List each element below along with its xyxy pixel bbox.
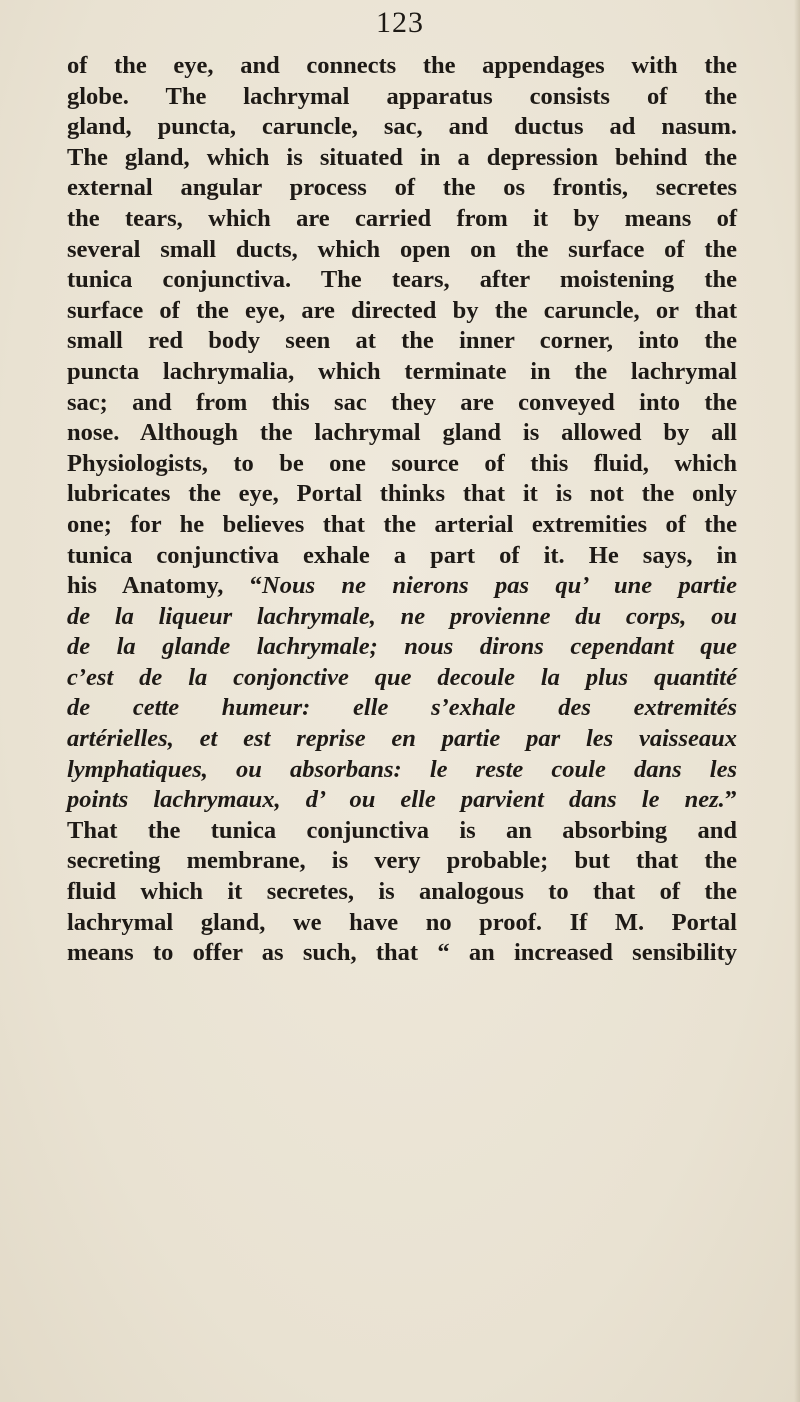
text-line: fluid which it secretes, is analogous to that of the bbox=[67, 878, 737, 906]
text-line-prefix: his Anatomy, “ bbox=[67, 572, 263, 600]
text-line: one; for he believes that the arterial extremities of the bbox=[67, 510, 737, 538]
french-quote-line: de cette humeur: elle s’exhale des extremités bbox=[67, 694, 737, 722]
french-quote-line: c’est de la conjonctive que decoule la plus quantité bbox=[67, 663, 737, 691]
text-line: secreting membrane, is very probable; but that the bbox=[67, 847, 737, 875]
text-line: means to offer as such, that “ an increased sensibility bbox=[67, 939, 737, 967]
text-line-suffix: ” bbox=[724, 786, 737, 814]
french-quote-text: points lachrymaux, d’ ou elle parvient dans le nez. bbox=[67, 786, 725, 814]
text-line: several small ducts, which open on the surface of the bbox=[67, 235, 737, 263]
french-quote-line: artérielles, et est reprise en partie par les vaisseaux bbox=[67, 725, 737, 753]
text-line: That the tunica conjunctiva is an absorbing and bbox=[67, 816, 737, 844]
text-line-quote-end bbox=[67, 785, 737, 816]
text-line: external angular process of the os frontis, secretes bbox=[67, 174, 737, 202]
page-edge-shadow bbox=[794, 0, 800, 1402]
text-line: The gland, which is situated in a depression behind the bbox=[67, 143, 737, 171]
text-line: the tears, which are carried from it by means of bbox=[67, 204, 737, 232]
text-line: nose. Although the lachrymal gland is allowed by all bbox=[67, 419, 737, 447]
text-line: puncta lachrymalia, which terminate in the lachrymal bbox=[67, 357, 737, 385]
french-quote-line: lymphatiques, ou absorbans: le reste coule dans les bbox=[67, 755, 737, 783]
text-line: gland, puncta, caruncle, sac, and ductus ad nasum. bbox=[67, 113, 737, 141]
french-quote-text: Nous ne nierons pas qu’ une partie bbox=[262, 572, 737, 600]
text-line: surface of the eye, are directed by the caruncle, or that bbox=[67, 296, 737, 324]
body-text bbox=[67, 51, 737, 969]
text-line: lachrymal gland, we have no proof. If M. Portal bbox=[67, 908, 737, 936]
text-line: of the eye, and connects the appendages with the bbox=[67, 52, 737, 79]
text-line: tunica conjunctiva exhale a part of it. He says, in bbox=[67, 541, 737, 569]
text-line: Physiologists, to be one source of this fluid, which bbox=[67, 449, 737, 477]
text-line: tunica conjunctiva. The tears, after moistening the bbox=[67, 266, 737, 294]
text-line: small red body seen at the inner corner, into the bbox=[67, 327, 737, 355]
french-quote-line: de la glande lachrymale; nous dirons cependant que bbox=[67, 633, 737, 661]
text-line: lubricates the eye, Portal thinks that it is not the only bbox=[67, 480, 737, 508]
french-quote-line: de la liqueur lachrymale, ne provienne du corps, ou bbox=[67, 602, 737, 630]
text-line: globe. The lachrymal apparatus consists of the bbox=[67, 82, 737, 110]
text-line-quote-start bbox=[67, 571, 737, 602]
page-number: 123 bbox=[376, 6, 424, 39]
text-line: sac; and from this sac they are conveyed into the bbox=[67, 388, 737, 416]
